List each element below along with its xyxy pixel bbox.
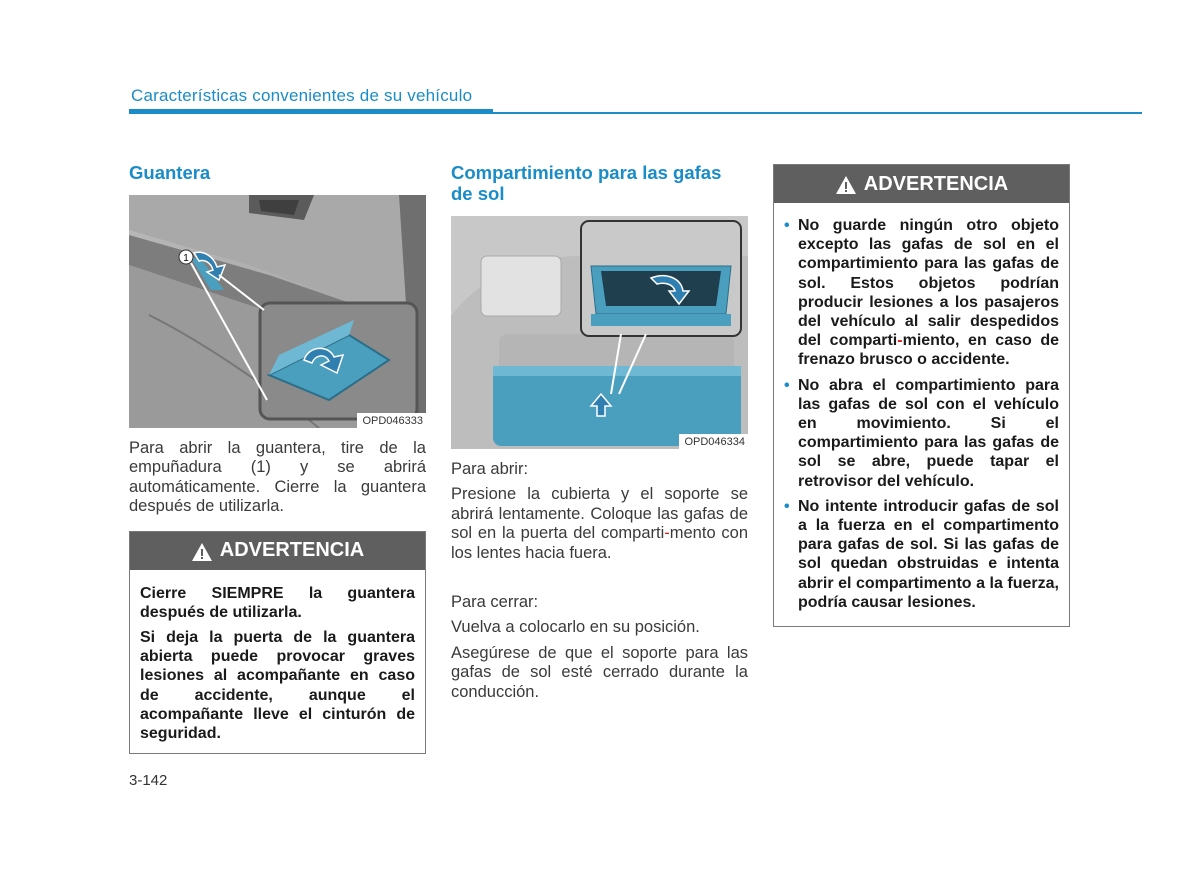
figure-code-glovebox: OPD046333 bbox=[357, 413, 426, 428]
close-label: Para cerrar: bbox=[451, 593, 539, 612]
open-text: Presione la cubierta y el soporte se abrirá lentamente. Coloque las gafas de sol en la puerta del comparti-mento con los lentes hacia fuera. bbox=[451, 485, 749, 562]
warning-bullet-1: • No guarde ningún otro objeto excepto las gafas de sol en el compartimiento para las gafas de sol. Estos objetos podrían producir lesiones a los pasajeros del vehículo al salir despedidos del comparti-miento, en caso de frenazo brusco o accidente. bbox=[784, 216, 1059, 370]
glovebox-warning bbox=[129, 531, 426, 755]
figure-glovebox bbox=[129, 195, 426, 428]
header-title: Características convenientes de su vehículo bbox=[131, 86, 473, 105]
figure-sunglass bbox=[451, 216, 748, 449]
open-label: Para abrir: bbox=[451, 460, 529, 478]
sunglass-warning bbox=[773, 164, 1070, 627]
header-rule-thin bbox=[129, 112, 1142, 114]
close-text-2: Asegúrese de que el soporte para las gafas de sol esté cerrado durante la conducción. bbox=[451, 643, 748, 701]
warning-text-2: Si deja la puerta de la guantera abierta puede provocar graves lesiones al acompañante en caso de accidente, aunque el acompañante lleve el cinturón de seguridad. bbox=[140, 629, 415, 743]
warning-text-1: Cierre SIEMPRE la guantera después de utilizarla. bbox=[140, 584, 415, 621]
warning-triangle-icon bbox=[835, 175, 857, 195]
warning-header bbox=[774, 165, 1069, 203]
page-number: 3-142 bbox=[129, 772, 168, 789]
figure-code-sunglass: OPD046334 bbox=[679, 434, 748, 449]
warning-header bbox=[130, 532, 425, 570]
warning-triangle-icon bbox=[191, 542, 213, 562]
close-text-1: Vuelva a colocarlo en su posición. bbox=[451, 618, 700, 637]
glovebox-illustration bbox=[129, 195, 426, 428]
glovebox-body: Para abrir la guantera, tire de la empuñadura (1) y se abrirá automáticamente. Cierre la guantera después de utilizarla. bbox=[129, 439, 426, 516]
column-glovebox bbox=[129, 160, 426, 754]
warning-title: ADVERTENCIA bbox=[863, 172, 1009, 195]
warning-bullet-2: • No abra el compartimiento para las gafas de sol con el vehículo en movimiento. Si el compartimiento para las gafas de sol se abre, puede tapar el retrovisor del vehículo. bbox=[784, 376, 1059, 491]
section-title-sunglass: Compartimiento para las gafas de sol bbox=[451, 162, 722, 204]
column-sunglass bbox=[451, 160, 748, 702]
sunglass-holder-illustration bbox=[451, 216, 748, 449]
column-warning bbox=[773, 164, 1070, 627]
warning-bullet-3: • No intente introducir gafas de sol a la fuerza en el compartimento para gafas de sol. Si las gafas de sol quedan obstruidas e intenta abrir el compartimento a la fuerza, podría causar lesiones. bbox=[784, 497, 1059, 612]
callout-1: 1 bbox=[183, 253, 189, 264]
section-title-glovebox: Guantera bbox=[129, 162, 211, 183]
warning-title: ADVERTENCIA bbox=[219, 539, 365, 562]
